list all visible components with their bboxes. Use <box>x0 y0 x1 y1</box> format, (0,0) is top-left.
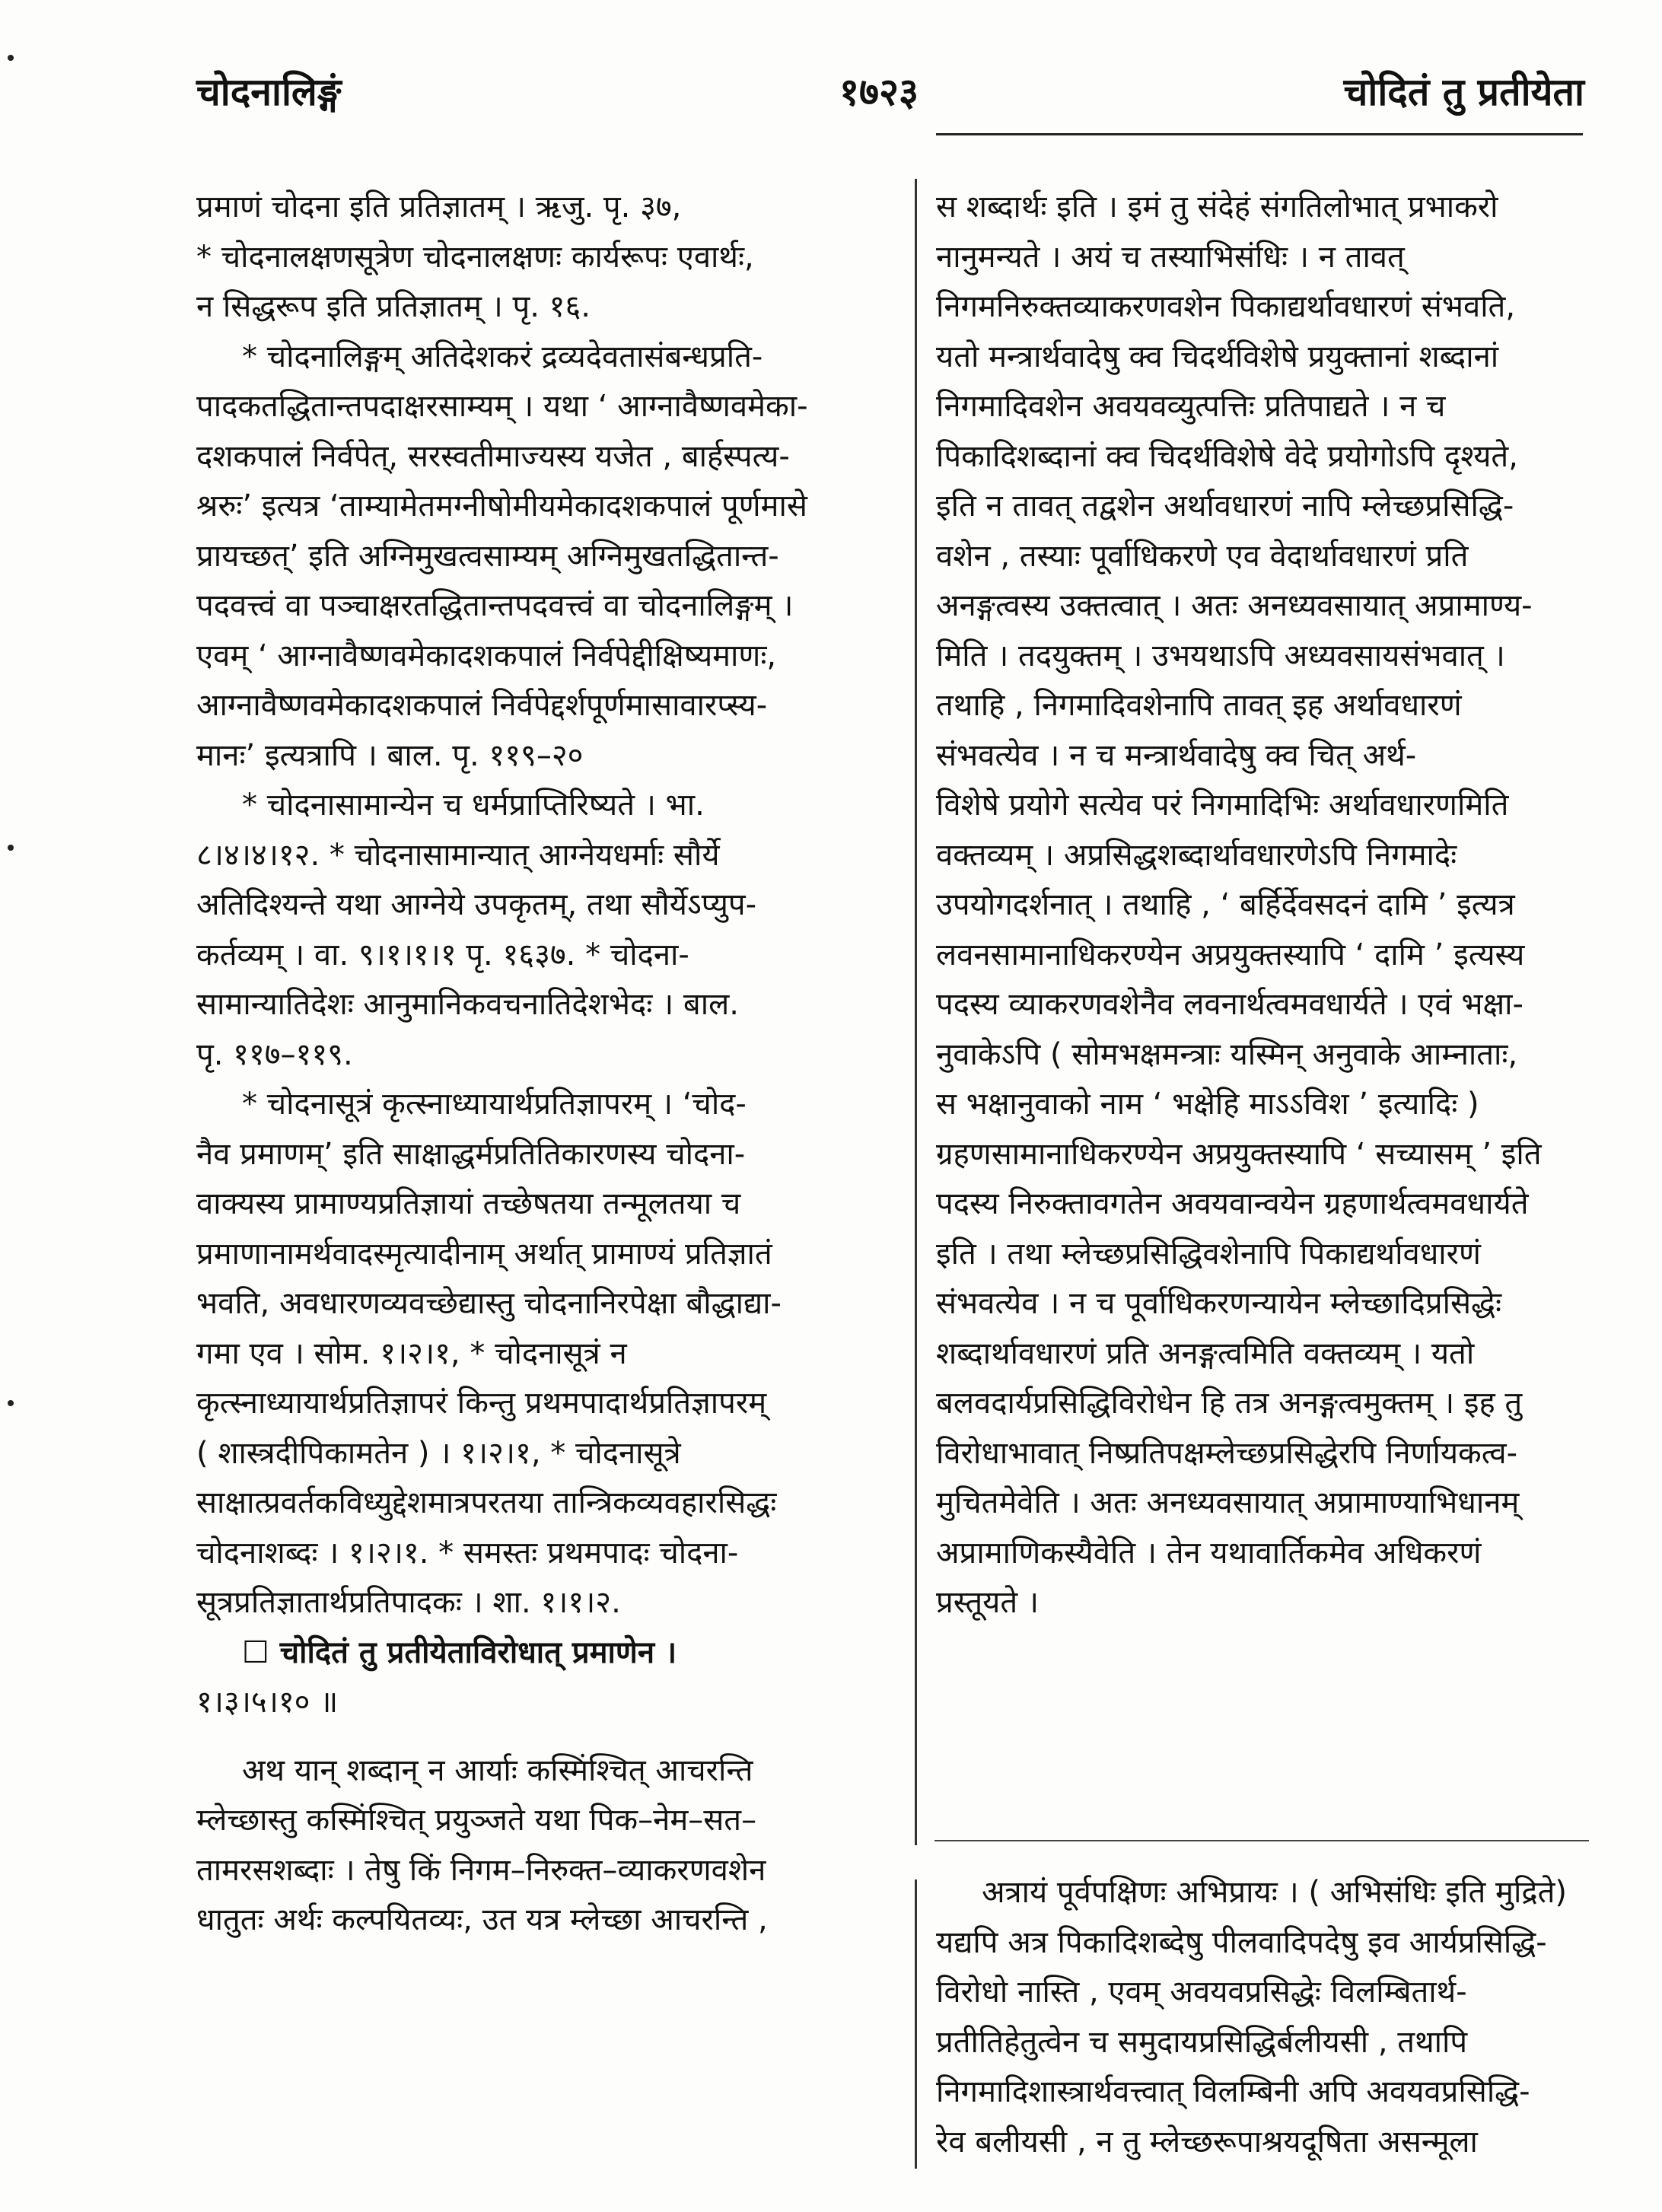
text-line: निगमनिरुक्तव्याकरणवशेन पिकाद्यर्थावधारणं संभवति, <box>936 289 1516 324</box>
text-line: विशेषे प्रयोगे सत्येव परं निगमादिभिः अर्थावधारणमिति <box>936 788 1509 823</box>
right-column-lower <box>936 1868 1583 2167</box>
text-line: श्ररुः’ इत्यत्र ‘ताम्यामेतमग्नीषोमीयमेकादशकपालं पूर्णमासे <box>196 489 807 524</box>
margin-mark <box>8 55 14 61</box>
text-line: साक्षात्प्रवर्तकविध्युद्देशमात्रपरतया तान्त्रिकव्यवहारसिद्धः <box>196 1485 777 1520</box>
text-line: मिति । तदयुक्तम् । उभयथाऽपि अध्यवसायसंभवात् । <box>936 638 1505 673</box>
text-line: स शब्दार्थः इति । इमं तु संदेहं संगतिलोभात् प्रभाकरो <box>936 189 1498 224</box>
text-line: दशकपालं निर्वपेत्, सरस्वतीमाज्यस्य यजेत , बार्हस्पत्य- <box>196 438 790 474</box>
text-line: एवम् ‘ आग्नावैष्णवमेकादशकपालं निर्वपेद्दीक्षिष्यमाणः, <box>196 638 777 673</box>
header-rule <box>936 133 1583 135</box>
text-line: इति । तथा म्लेच्छप्रसिद्धिवशेनापि पिकाद्यर्थावधारणं <box>936 1236 1481 1272</box>
text-line: प्रमाणानामर्थवादस्मृत्यादीनाम् अर्थात् प्रामाण्यं प्रतिज्ञातं <box>196 1236 772 1272</box>
text-line: वक्तव्यम् । अप्रसिद्धशब्दार्थावधारणेऽपि निगमादेः <box>936 837 1457 873</box>
text-line: अतिदिश्यन्ते यथा आग्नेये उपकृतम्, तथा सौर्येऽप्युप- <box>196 887 757 922</box>
text-line: अप्रामाणिकस्यैवेति । तेन यथावार्तिकमेव अधिकरणं <box>936 1535 1482 1571</box>
text-line: निगमादिवशेन अवयवव्युत्पत्तिः प्रतिपाद्यते । न च <box>936 389 1446 424</box>
text-line: पदवत्त्वं वा पञ्चाक्षरतद्धितान्तपदवत्त्वं वा चोदनालिङ्गम् । <box>196 588 794 623</box>
text-line: रेव बलीयसी , न तु म्लेच्छरूपाश्रयदूषिता असन्मूला <box>936 2124 1478 2159</box>
entry-heading-line: * चोदनालिङ्गम् अतिदेशकरं द्रव्यदेवतासंबन्धप्रति- <box>242 339 763 374</box>
text-line: विरोधाभावात् निष्प्रतिपक्षम्लेच्छप्रसिद्धेरपि निर्णायकत्व- <box>936 1435 1518 1471</box>
text-line: पृ. ११७–११९. <box>196 1036 353 1072</box>
text-line: उपयोगदर्शनात् । तथाहि , ‘ बर्हिर्देवसदनं दामि ’ इत्यत्र <box>936 887 1515 922</box>
text-line: अनङ्गत्वस्य उक्तत्वात् । अतः अनध्यवसायात् अप्रामाण्य- <box>936 588 1533 623</box>
text-line: शब्दार्थावधारणं प्रति अनङ्गत्वमिति वक्तव्यम् । यतो <box>936 1335 1475 1371</box>
text-line: अथ यान् शब्दान् न आर्याः कस्मिंश्चित् आचरन्ति <box>242 1752 753 1788</box>
text-line: मुचितमेवेति । अतः अनध्यवसायात् अप्रामाण्याभिधानम् <box>936 1485 1520 1520</box>
entry-heading-line: * चोदनासूत्रं कृत्स्नाध्यायार्थप्रतिज्ञापरम् । ‘चोद- <box>242 1087 747 1122</box>
text-line: वशेन , तस्याः पूर्वाधिकरणे एव वेदार्थावधारणं प्रति <box>936 538 1469 574</box>
text-line: संभवत्येव । न च पूर्वाधिकरणन्यायेन म्लेच्छादिप्रसिद्धेः <box>936 1286 1502 1321</box>
sutra-heading-line: ☐ चोदितं तु प्रतीयेताविरोधात् प्रमाणेन । <box>242 1634 677 1670</box>
text-line: नैव प्रमाणम्’ इति साक्षाद्धर्मप्रतितिकारणस्य चोदना- <box>196 1136 746 1172</box>
text-line: प्रस्तूयते । <box>936 1585 1039 1620</box>
text-line: यद्यपि अत्र पिकादिशब्देषु पीलवादिपदेषु इव आर्यप्रसिद्धि- <box>936 1924 1547 1960</box>
text-line: चोदनाशब्दः । १।२।१. * समस्तः प्रथमपादः चोदना- <box>196 1535 739 1571</box>
text-line: प्रमाणं चोदना इति प्रतिज्ञातम् । ऋजु. पृ. ३७, <box>196 189 682 224</box>
text-line: न सिद्धरूप इति प्रतिज्ञातम् । पृ. १६. <box>196 289 591 324</box>
text-line: आग्नावैष्णवमेकादशकपालं निर्वपेद्दर्शपूर्णमासावारप्स्य- <box>196 688 768 723</box>
text-line: * चोदनालक्षणसूत्रेण चोदनालक्षणः कार्यरूपः एवार्थः, <box>196 239 754 275</box>
text-line: गमा एव । सोम. १।२।१, * चोदनासूत्रं न <box>196 1335 627 1371</box>
text-line: नानुमन्यते । अयं च तस्याभिसंधिः । न तावत् <box>936 239 1405 275</box>
text-line: सामान्यातिदेशः आनुमानिकवचनातिदेशभेदः । बाल. <box>196 987 739 1022</box>
text-line: प्रायच्छत्’ इति अग्निमुखत्वसाम्यम् अग्निमुखतद्धितान्त- <box>196 538 779 574</box>
text-line: तामरसशब्दाः । तेषु किं निगम–निरुक्त–व्याकरणवशेन <box>196 1852 766 1888</box>
text-line: प्रतीतिहेतुत्वेन च समुदायप्रसिद्धिर्बलीयसी , तथापि <box>936 2024 1468 2060</box>
text-line: संभवत्येव । न च मन्त्रार्थवादेषु क्व चित् अर्थ- <box>936 737 1417 773</box>
text-line: मानः’ इत्यत्रापि । बाल. पृ. ११९–२० <box>196 737 584 773</box>
left-column <box>196 183 904 1946</box>
text-line: ८।४।४।१२. * चोदनासामान्यात् आग्नेयधर्माः सौर्ये <box>196 837 720 873</box>
section-divider <box>934 1840 1589 1841</box>
right-column <box>936 183 1583 1628</box>
text-line: पिकादिशब्दानां क्व चिदर्थविशेषे वेदे प्रयोगोऽपि दृश्यते, <box>936 438 1518 474</box>
text-line: सूत्रप्रतिज्ञातार्थप्रतिपादकः । शा. १।१।२. <box>196 1585 621 1620</box>
column-divider-lower <box>915 1879 917 2169</box>
text-line: ( शास्त्रदीपिकामतेन ) । १।२।१, * चोदनासूत्रे <box>196 1435 681 1471</box>
column-divider-upper <box>915 179 917 1845</box>
text-line: यतो मन्त्रार्थवादेषु क्व चिदर्थविशेषे प्रयुक्तानां शब्दानां <box>936 339 1499 374</box>
text-line: लवनसामानाधिकरण्येन अप्रयुक्तस्यापि ‘ दामि ’ इत्यस्य <box>936 937 1525 972</box>
text-line: पादकतद्धितान्तपदाक्षरसाम्यम् । यथा ‘ आग्नावैष्णवमेका- <box>196 389 808 424</box>
text-line: निगमादिशास्त्रार्थवत्त्वात् विलम्बिनी अपि अवयवप्रसिद्धि- <box>936 2074 1530 2109</box>
text-line: धातुतः अर्थः कल्पयितव्यः, उत यत्र म्लेच्छा आचरन्ति , <box>196 1902 768 1937</box>
page-number: १७२३ <box>839 70 919 114</box>
margin-mark <box>8 1400 14 1406</box>
header-right-term: चोदितं तु प्रतीयेता <box>1343 70 1584 114</box>
text-line: अत्रायं पूर्वपक्षिणः अभिप्रायः । ( अभिसंधिः इति मुद्रिते) <box>982 1875 1567 1910</box>
text-line: स भक्षानुवाको नाम ‘ भक्षेहि माऽऽविश ’ इत्यादिः ) <box>936 1087 1479 1122</box>
text-line: भवति, अवधारणव्यवच्छेद्यास्तु चोदनानिरपेक्षा बौद्धाद्या- <box>196 1286 782 1321</box>
text-line: इति न तावत् तद्वशेन अर्थावधारणं नापि म्लेच्छप्रसिद्धि- <box>936 489 1514 524</box>
text-line: पदस्य व्याकरणवशेनैव लवनार्थत्वमवधार्यते । एवं भक्षा- <box>936 987 1524 1022</box>
margin-mark <box>8 845 14 851</box>
entry-heading-line: * चोदनासामान्येन च धर्मप्राप्तिरिष्यते । भा. <box>242 788 705 823</box>
text-line: कृत्स्नाध्यायार्थप्रतिज्ञापरं किन्तु प्रथमपादार्थप्रतिज्ञापरम् <box>196 1386 767 1421</box>
text-line: बलवदार्यप्रसिद्धिविरोधेन हि तत्र अनङ्गत्वमुक्तम् । इह तु <box>936 1386 1523 1421</box>
text-line: नुवाकेऽपि ( सोमभक्षमन्त्राः यस्मिन् अनुवाके आम्नाताः, <box>936 1036 1518 1072</box>
text-line: ग्रहणसामानाधिकरण्येन अप्रयुक्तस्यापि ‘ सच्यासम् ’ इति <box>936 1136 1542 1172</box>
text-line: विरोधो नास्ति , एवम् अवयवप्रसिद्धेः विलम्बितार्थ- <box>936 1975 1467 2010</box>
text-line: वाक्यस्य प्रामाण्यप्रतिज्ञायां तच्छेषतया तन्मूलतया च <box>196 1186 741 1221</box>
header-left-term: चोदनालिङ्गं <box>196 70 342 114</box>
text-line: कर्तव्यम् । वा. ९।१।१।१ पृ. १६३७. * चोदना- <box>196 937 689 972</box>
text-line: म्लेच्छास्तु कस्मिंश्चित् प्रयुञ्जते यथा पिक–नेम–सत– <box>196 1803 757 1838</box>
text-line: पदस्य निरुक्तावगतेन अवयवान्वयेन ग्रहणार्थत्वमवधार्यते <box>936 1186 1529 1221</box>
text-line: तथाहि , निगमादिवशेनापि तावत् इह अर्थावधारणं <box>936 688 1462 723</box>
sutra-reference-line: १।३।५।१० ॥ <box>196 1685 339 1720</box>
